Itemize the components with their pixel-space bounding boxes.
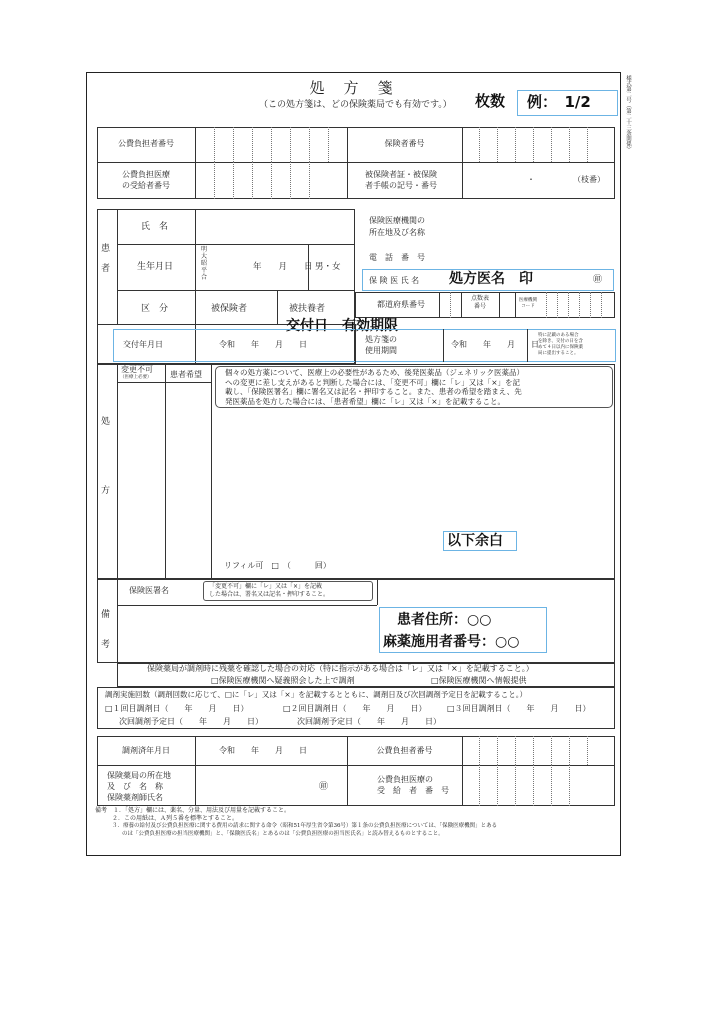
issue-date-label: 交付年月日 bbox=[123, 340, 163, 349]
dispensed-date-label: 調剤済年月日 bbox=[122, 746, 170, 755]
footnote-3: ３．療養の給付及び公費負担医療に関する費用の請求に関する命令（昭和51年厚生省令第36号）第１条の公費負担医療については、「保険医療機関」とある bbox=[112, 823, 498, 829]
dates-annotation: 交付日 有効期限 bbox=[286, 318, 398, 334]
era-options: 明 大 昭 平 合 bbox=[201, 246, 208, 281]
form-title: 処 方 箋 bbox=[309, 79, 395, 97]
footnote-3-cont: のは「公費負担医療の担当医療機関」と、「保険医氏名」とあるのは「公費負担医療の担当医氏名」と読み替えるものとすること。 bbox=[122, 831, 444, 837]
prefecture-number-label: 都道府県番号 bbox=[377, 300, 425, 309]
recipient-number-label: 公費負担医療 の受給者番号 bbox=[122, 170, 170, 191]
doctor-name-annotation: 処方医名 印 bbox=[449, 271, 533, 287]
institution-code-label: 医療機関 コード bbox=[519, 298, 537, 309]
patient-wish-label: 患者希望 bbox=[170, 370, 202, 379]
insurer-number-label: 保険者番号 bbox=[384, 139, 425, 148]
doctor-seal-mark: ㊞ bbox=[593, 275, 603, 285]
sheet-count-label: 枚数 bbox=[475, 92, 506, 110]
next-dispensing-date-1: 次回調剤予定日（ 年 月 日） bbox=[119, 717, 263, 726]
patient-name-label: 氏 名 bbox=[141, 222, 169, 232]
patient-section-label: 患 者 bbox=[101, 244, 111, 274]
card-separator: ・ bbox=[527, 175, 535, 184]
third-dispensing-date: □３回目調剤日（ 年 月 日） bbox=[447, 704, 591, 713]
birthdate-label: 生年月日 bbox=[137, 262, 174, 272]
validity-note: 特に記載のある場合 を除き、交付の日を含 めて４日以内に保険薬 局に提出すること。 bbox=[538, 333, 583, 357]
prescription-section-label: 処 方 bbox=[101, 417, 111, 497]
issue-date-value: 令和 年 月 日 bbox=[219, 340, 307, 349]
patient-address-annotation: 患者住所：○○ bbox=[397, 612, 492, 628]
category-label: 区 分 bbox=[141, 304, 169, 314]
dependent-option: 被扶養者 bbox=[289, 304, 326, 314]
validity-period-label: 処方箋の 使用期間 bbox=[365, 335, 397, 355]
phone-label: 電 話 番 号 bbox=[369, 253, 425, 262]
no-change-sublabel: （医療上必要） bbox=[120, 375, 152, 380]
blank-below-annotation: 以下余白 bbox=[447, 533, 503, 549]
birthdate-value: 年 月 日 bbox=[253, 262, 313, 272]
dispensed-date-value: 令和 年 月 日 bbox=[219, 746, 307, 755]
bottom-recipient-label: 公費負担医療の 受 給 者 番 号 bbox=[377, 775, 449, 795]
branch-number-label: （枝番） bbox=[573, 175, 605, 184]
bottom-public-payer-label: 公費負担者番号 bbox=[376, 746, 433, 755]
footnote-2: ２．この用紙は、Ａ列５番を標準とすること。 bbox=[112, 815, 239, 822]
remarks-section-label: 備 考 bbox=[101, 610, 111, 650]
validity-date-value: 令和 年 月 日 bbox=[451, 340, 539, 349]
doctor-name-label: 保 険 医 氏 名 bbox=[369, 276, 420, 285]
form-subtitle: （この処方箋は、どの保険薬局でも有効です。） bbox=[259, 100, 452, 110]
pharmacist-seal-mark: ㊞ bbox=[319, 782, 329, 792]
inquiry-option: □保険医療機関へ疑義照会した上で調剤 bbox=[211, 676, 355, 685]
prescription-form bbox=[86, 72, 621, 856]
no-change-label: 変更不可 bbox=[121, 365, 153, 374]
doctor-signature-label: 保険医署名 bbox=[129, 586, 169, 595]
remaining-medicine-instruction: 保険薬局が調剤時に残薬を確認した場合の対応（特に指示がある場合は「レ」又は「×」を記載すること。） bbox=[147, 664, 534, 673]
footnote-1: 備考 １．「処方」欄には、薬名、分量、用法及び用量を記載すること。 bbox=[95, 807, 291, 814]
dispensing-count-instruction: 調剤実施回数（調剤回数に応じて、□に「レ」又は「×」を記載するとともに、調剤日及び次回調剤予定日を記載すること。） bbox=[105, 690, 527, 699]
next-dispensing-date-2: 次回調剤予定日（ 年 月 日） bbox=[297, 717, 441, 726]
insured-person-option: 被保険者 bbox=[211, 304, 248, 314]
sheet-count-example: 例： 1/2 bbox=[527, 93, 591, 111]
form-number-label: 様式第二号（第二十三条関係） bbox=[625, 75, 631, 152]
first-dispensing-date: □１回目調剤日（ 年 月 日） bbox=[105, 704, 249, 713]
insured-card-label: 被保険者証・被保険 者手帳の記号・番号 bbox=[365, 170, 437, 191]
information-option: □保険医療機関へ情報提供 bbox=[431, 676, 527, 685]
signature-note: 「変更不可」欄に「レ」又は「×」を記載 した場合は、署名又は記名・押印すること。 bbox=[209, 583, 330, 599]
score-table-number-label: 点数表 番号 bbox=[470, 295, 489, 310]
public-payer-number-label: 公費負担者番号 bbox=[118, 139, 174, 148]
second-dispensing-date: □２回目調剤日（ 年 月 日） bbox=[283, 704, 427, 713]
narcotic-number-annotation: 麻薬施用者番号：○○ bbox=[383, 634, 520, 650]
pharmacy-address-label: 保険薬局の所在地 及 び 名 称 保険薬剤師氏名 bbox=[107, 771, 171, 802]
sex-options: 男・女 bbox=[315, 262, 341, 272]
institution-address-label: 保険医療機関の 所在地及び名称 bbox=[369, 216, 425, 237]
generic-drug-instructions: 個々の処方薬について、医療上の必要性があるため、後発医薬品（ジェネリック医薬品） への変更に差し支えがあると判断した場合には、「変更不可」欄に「レ」又は「×」を記 載し、「保険医署名」欄に署名又は記名・押印すること。また、患者の希望を踏まえ、先 発医薬品を処方した場合には、「患者希望」欄に「レ」又は「×」を記載すること。 bbox=[225, 368, 524, 406]
refill-option: リフィル可 □ （ 回） bbox=[224, 561, 331, 570]
